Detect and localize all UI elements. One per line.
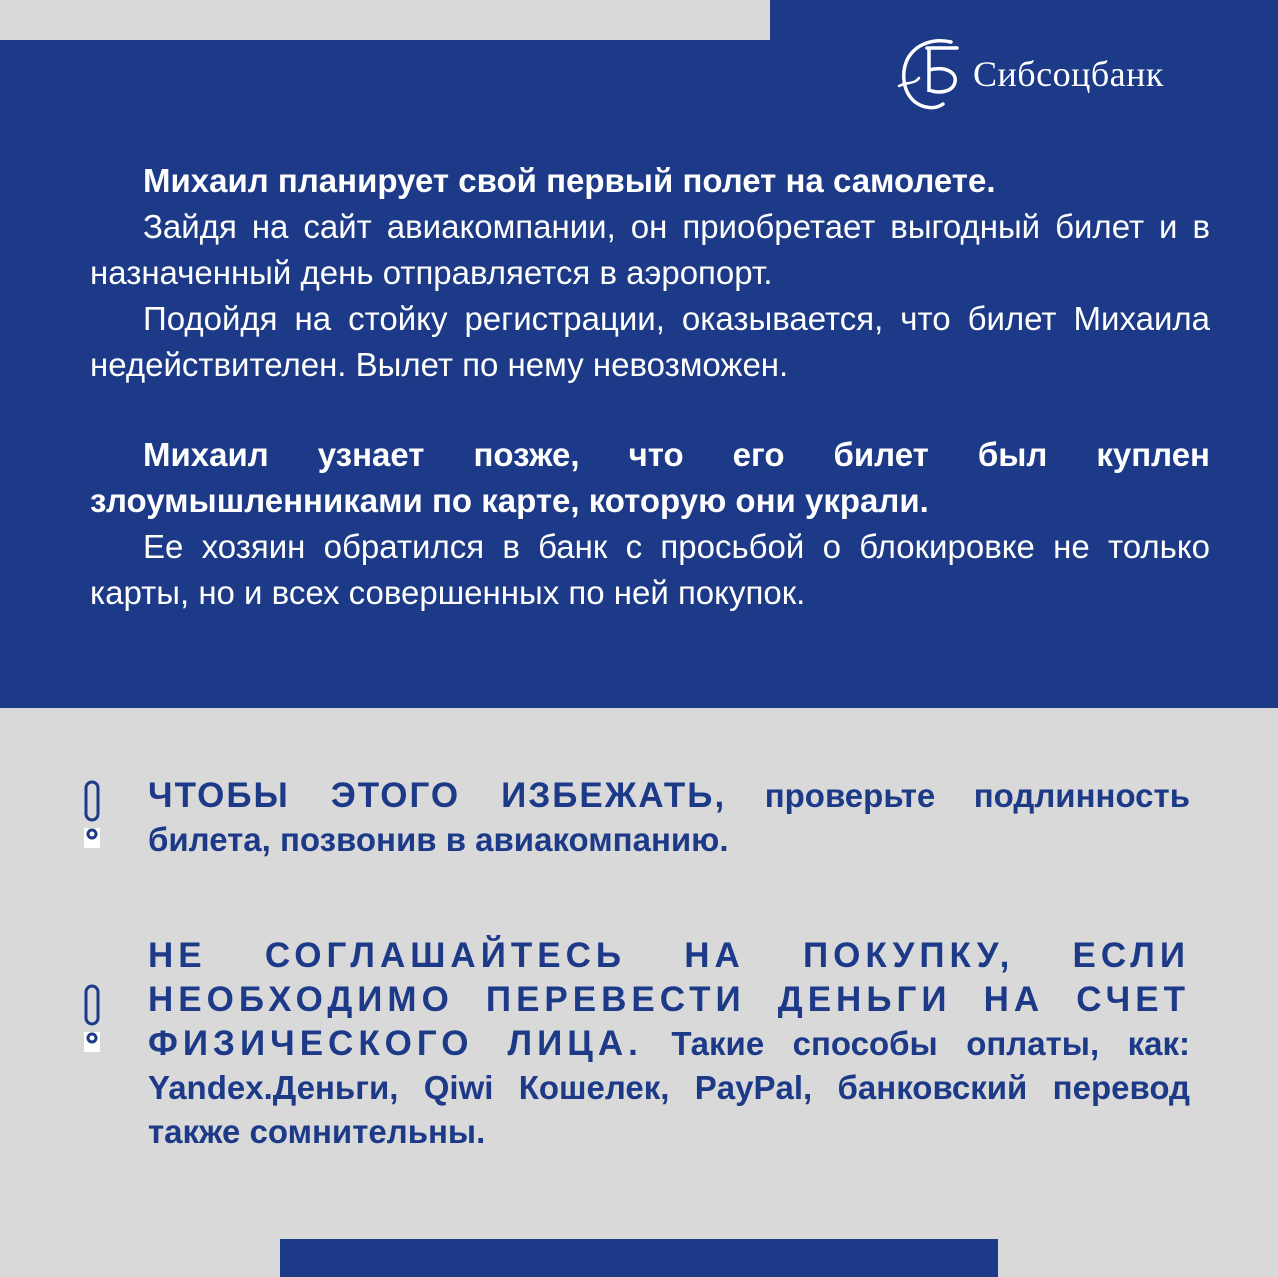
top-light-strip <box>0 0 770 40</box>
tip-verify-ticket <box>148 774 1190 862</box>
exclamation-icon <box>82 780 102 850</box>
story-paragraph-3: Подойдя на стойку регистрации, оказывается, что билет Михаила недействителен. Вылет по нему невозможен. <box>90 300 1210 383</box>
tip-heading: НЕ СОГЛАШАЙТЕСЬ НА ПОКУПКУ, ЕСЛИ НЕОБХОДИМО ПЕРЕВЕСТИ ДЕНЬГИ НА СЧЕТ ФИЗИЧЕСКОГО ЛИЦА. <box>148 936 1190 1063</box>
story-paragraph-1 <box>90 158 1210 204</box>
bottom-blue-bar <box>280 1239 998 1277</box>
sibsocbank-monogram-icon <box>893 34 969 114</box>
tip-body: Такие способы оплаты, как: Yandex.Деньги, Qiwi Кошелек, PayPal, банковский перевод также сомнительны. <box>148 1025 1190 1150</box>
brand-logo <box>893 34 1213 114</box>
story-text <box>90 158 1210 616</box>
story-paragraph-2: Зайдя на сайт авиакомпании, он приобретает выгодный билет и в назначенный день отправляется в аэропорт. <box>90 208 1210 291</box>
brand-name: Сибсоцбанк <box>973 54 1164 94</box>
story-paragraph-5: Ее хозяин обратился в банк с просьбой о блокировке не только карты, но и всех совершенных по ней покупок. <box>90 528 1210 611</box>
exclamation-icon <box>82 984 102 1054</box>
tip-heading: ЧТОБЫ ЭТОГО ИЗБЕЖАТЬ, <box>148 776 727 815</box>
story-twist: Михаил узнает позже, что его билет был куплен злоумышленниками по карте, которую они украли. <box>90 436 1210 519</box>
tip-body: проверьте подлинность билета, позвонив в авиакомпанию. <box>148 777 1190 858</box>
story-lead: Михаил планирует свой первый полет на самолете. <box>143 162 996 199</box>
story-paragraph-4 <box>90 432 1210 524</box>
tip-payment-methods <box>148 934 1190 1154</box>
